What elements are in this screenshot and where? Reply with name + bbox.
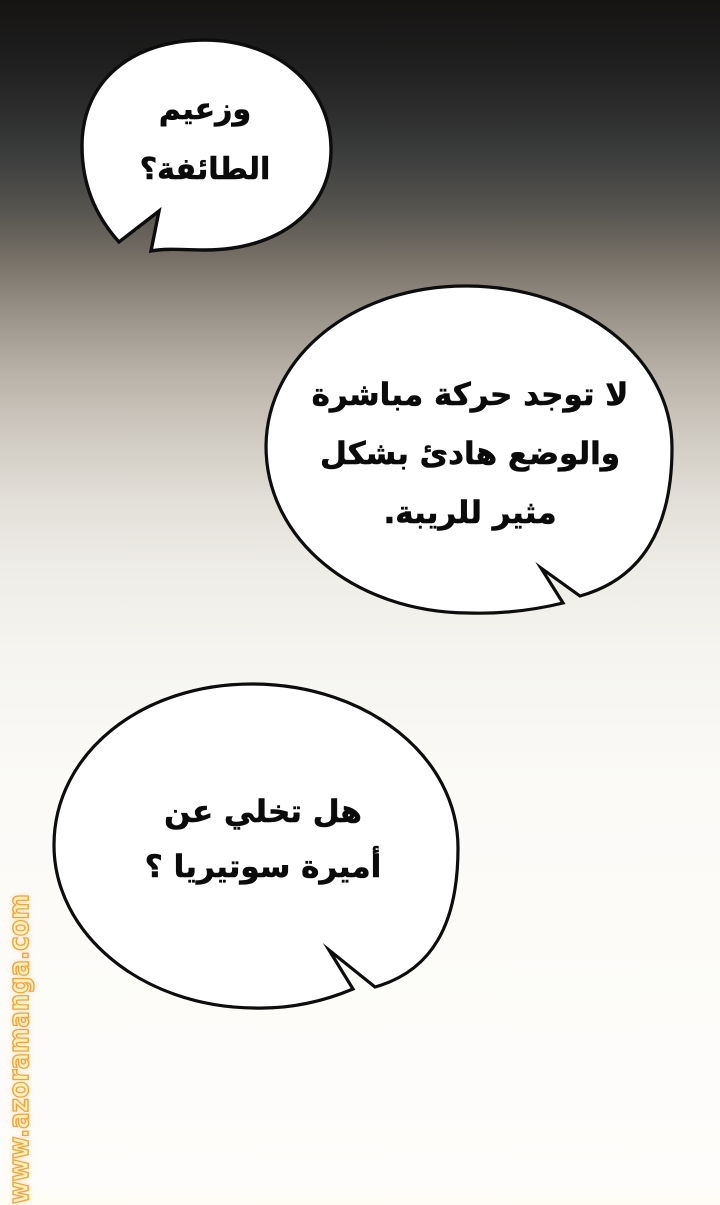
watermark-site-url: www.azoramanga.com [2,894,35,1204]
bubble-line: هل تخلي عن [164,794,362,830]
bubble-line: وزعيم [158,92,252,127]
speech-bubble-3-text [88,785,438,895]
bubble-line: مثير للريبة. [383,495,557,531]
bubble-line: أميرة سوتيريا ؟ [144,849,382,885]
bubble-line: والوضع هادئ بشكل [319,436,621,472]
bubble-line: الطائفة؟ [139,152,271,187]
speech-bubble-2-text [286,366,654,543]
speech-bubble-1-text [85,80,325,200]
bubble-line: لا توجد حركة مباشرة [311,377,629,413]
